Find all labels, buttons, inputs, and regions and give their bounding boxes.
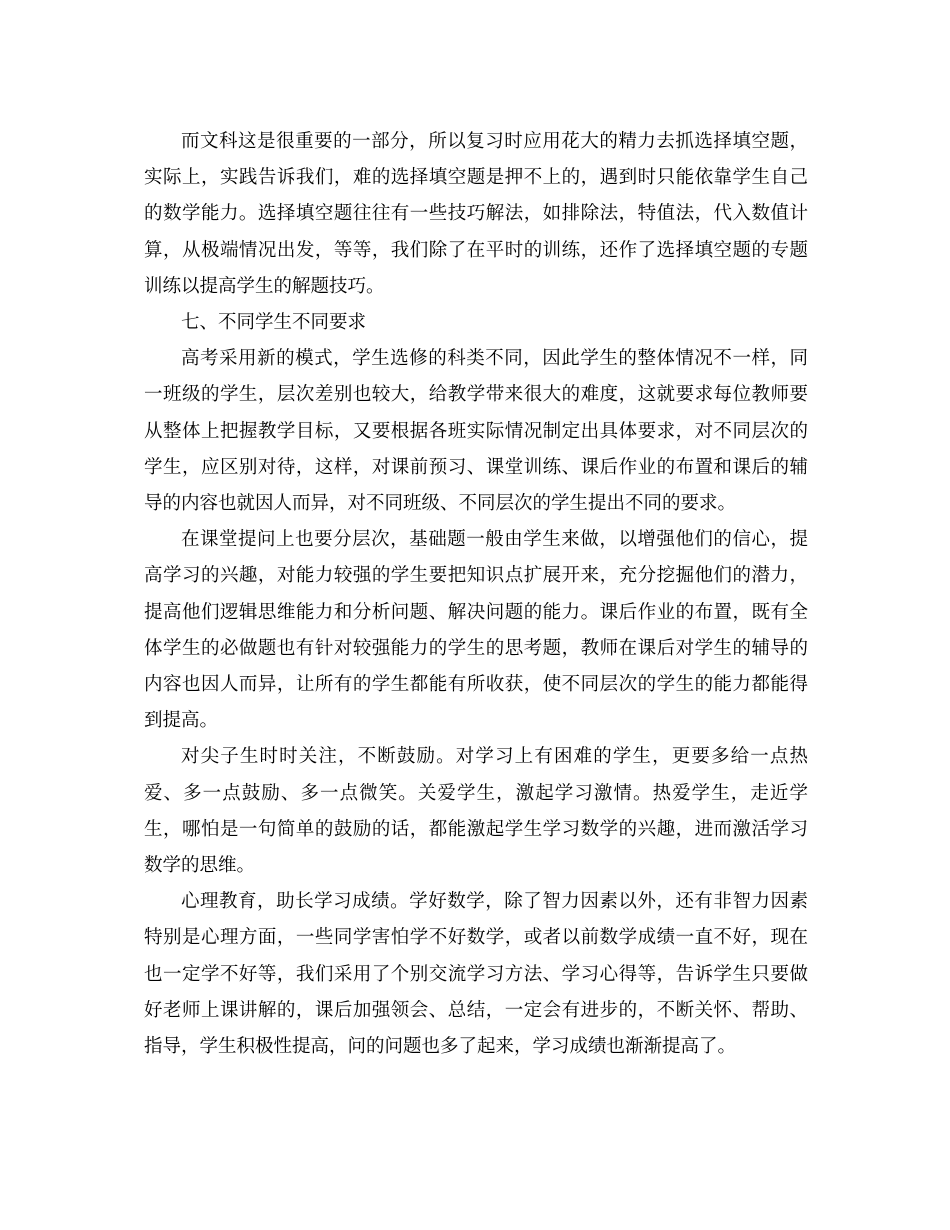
section-heading-different-requirements: 七、不同学生不同要求 <box>181 312 367 334</box>
paragraph-top-students: 对尖子生时时关注，不断鼓励。对学习上有困难的学生，更要多给一点热爱、多一点鼓励、多一点微笑。关爱学生，激起学习激情。热爱学生，走近学生，哪怕是一句简单的鼓励的话，都能激起学生学习数学的兴趣，进而激活学习数学的思维。 <box>144 746 808 877</box>
paragraph-layered-questioning: 在课堂提问上也要分层次，基础题一般由学生来做，以增强他们的信心，提高学习的兴趣，对能力较强的学生要把知识点扩展开来，充分挖掘他们的潜力，提高他们逻辑思维能力和分析问题、解决问题的能力。课后作业的布置，既有全体学生的必做题也有针对较强能力的学生的思考题，教师在课后对学生的辅导的内容也因人而异，让所有的学生都能有所收获，使不同层次的学生的能力都能得到提高。 <box>144 529 808 732</box>
paragraph-review-strategy: 而文科这是很重要的一部分，所以复习时应用花大的精力去抓选择填空题，实际上，实践告诉我们，难的选择填空题是押不上的，遇到时只能依靠学生自己的数学能力。选择填空题往往有一些技巧解法，如排除法，特值法，代入数值计算，从极端情况出发，等等，我们除了在平时的训练，还作了选择填空题的专题训练以提高学生的解题技巧。 <box>144 131 808 297</box>
document-body <box>144 124 808 1065</box>
paragraph-psychological-education: 心理教育，助长学习成绩。学好数学，除了智力因素以外，还有非智力因素特别是心理方面，一些同学害怕学不好数学，或者以前数学成绩一直不好，现在也一定学不好等，我们采用了个别交流学习方法、学习心得等，告诉学生只要做好老师上课讲解的，课后加强领会、总结，一定会有进步的，不断关怀、帮助、指导，学生积极性提高，问的问题也多了起来，学习成绩也渐渐提高了。 <box>144 891 808 1058</box>
paragraph-new-exam-mode: 高考采用新的模式，学生选修的科类不同，因此学生的整体情况不一样，同一班级的学生，层次差别也较大，给教学带来很大的难度，这就要求每位教师要从整体上把握教学目标，又要根据各班实际情况制定出具体要求，对不同层次的学生，应区别对待，这样，对课前预习、课堂训练、课后作业的布置和课后的辅导的内容也就因人而异，对不同班级、不同层次的学生提出不同的要求。 <box>144 348 808 515</box>
